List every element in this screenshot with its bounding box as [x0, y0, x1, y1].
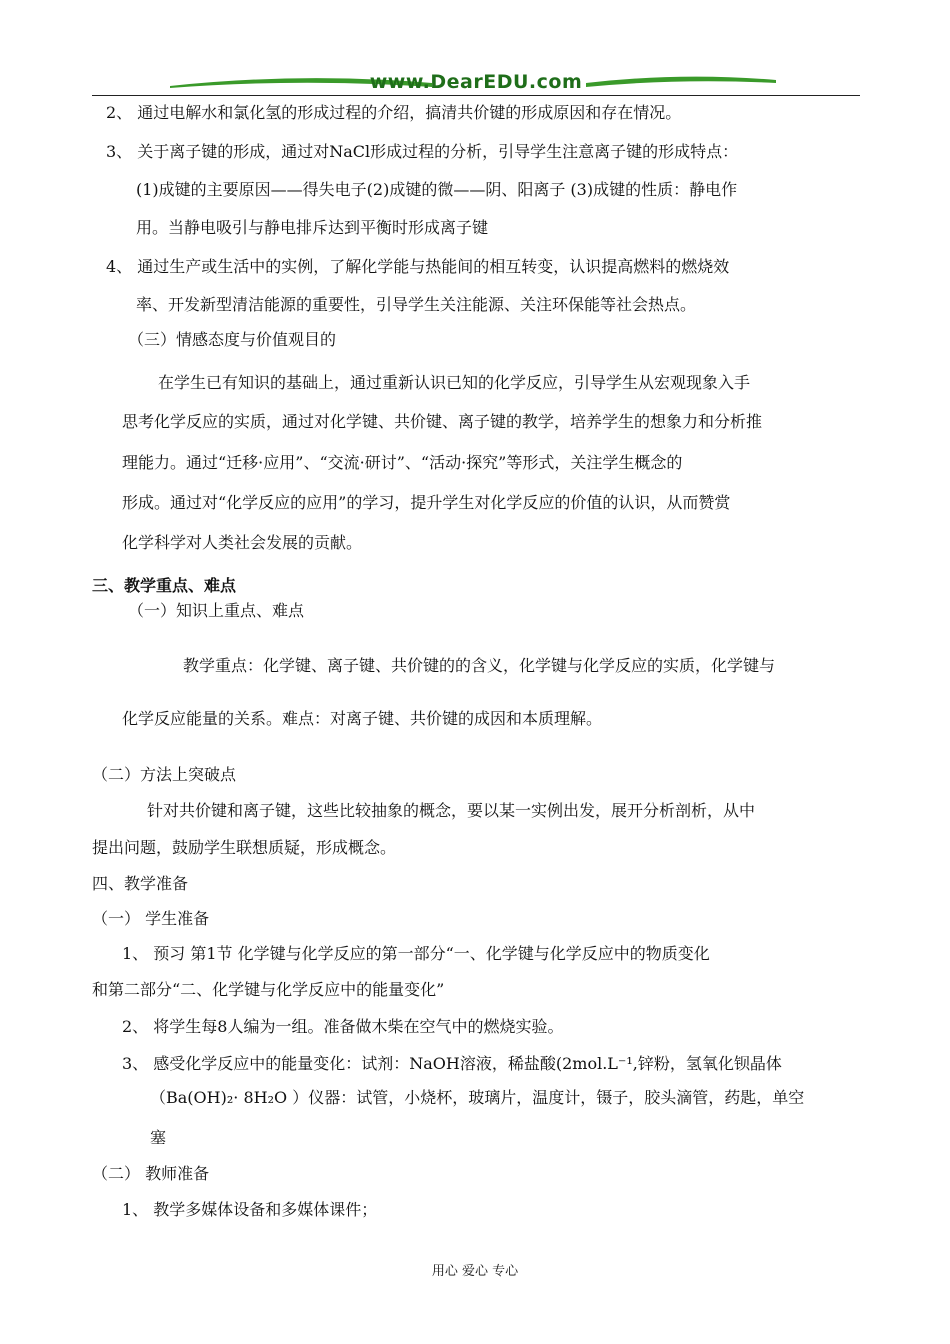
text-line: 3、 关于离子键的形成，通过对NaCl形成过程的分析，引导学生注意离子键的形成特点： — [106, 142, 739, 161]
header-rule — [92, 95, 860, 96]
header-swoosh-right-icon — [586, 74, 776, 90]
text-line: 率、开发新型清洁能源的重要性，引导学生关注能源、关注环保能等社会热点。 — [136, 295, 697, 314]
text-line: 针对共价键和离子键，这些比较抽象的概念，要以某一实例出发，展开分析剖析，从中 — [147, 801, 756, 820]
text-line: 化学科学对人类社会发展的贡献。 — [122, 533, 363, 552]
text-line: 2、 将学生每8人编为一组。准备做木柴在空气中的燃烧实验。 — [122, 1017, 564, 1036]
text-line: 塞 — [150, 1128, 167, 1147]
text-line: 教学重点：化学键、离子键、共价键的的含义，化学键与化学反应的实质，化学键与 — [183, 656, 776, 675]
text-line: 在学生已有知识的基础上，通过重新认识已知的化学反应，引导学生从宏观现象入手 — [158, 373, 751, 392]
page-header — [92, 70, 860, 98]
text-line: 2、 通过电解水和氯化氢的形成过程的介绍，搞清共价键的形成原因和存在情况。 — [106, 103, 682, 122]
text-line: 化学反应能量的关系。难点：对离子键、共价键的成因和本质理解。 — [122, 709, 603, 728]
section-heading: （二） 教师准备 — [92, 1164, 210, 1183]
page-footer: 用心 爱心 专心 — [431, 1264, 519, 1279]
text-line: 3、 感受化学反应中的能量变化：试剂：NaOH溶液，稀盐酸(2mol.L⁻¹,锌粉，氢氧化钡晶体 — [122, 1054, 782, 1073]
text-line: 理能力。通过“迁移·应用”、“交流·研讨”、“活动·探究”等形式，关注学生概念的 — [122, 453, 683, 472]
text-line: 1、 教学多媒体设备和多媒体课件； — [122, 1200, 378, 1219]
text-line: （Ba(OH)₂· 8H₂O ）仪器：试管，小烧杯，玻璃片，温度计，镊子，胶头滴管，药匙，单空 — [150, 1088, 805, 1107]
text-line: 和第二部分“二、化学键与化学反应中的能量变化” — [92, 980, 445, 999]
section-heading: （一）知识上重点、难点 — [128, 601, 305, 620]
text-line: 提出问题，鼓励学生联想质疑，形成概念。 — [92, 838, 397, 857]
text-line: (1)成键的主要原因——得失电子(2)成键的微——阴、阳离子 (3)成键的性质：静电作 — [136, 180, 738, 199]
section-heading: （三）情感态度与价值观目的 — [128, 330, 337, 349]
section-heading: （一） 学生准备 — [92, 909, 210, 928]
text-line: 1、 预习 第1节 化学键与化学反应的第一部分“一、化学键与化学反应中的物质变化 — [122, 944, 710, 963]
text-line: 思考化学反应的实质，通过对化学键、共价键、离子键的教学，培养学生的想象力和分析推 — [122, 412, 763, 431]
section-title: 四、教学准备 — [92, 874, 189, 893]
text-line: 形成。通过对“化学反应的应用”的学习，提升学生对化学反应的价值的认识，从而赞赏 — [122, 493, 731, 512]
section-title: 三、教学重点、难点 — [92, 576, 237, 595]
text-line: 4、 通过生产或生活中的实例，了解化学能与热能间的相互转变，认识提高燃料的燃烧效 — [106, 257, 730, 276]
text-line: 用。当静电吸引与静电排斥达到平衡时形成离子键 — [136, 218, 489, 237]
header-logo: www.DearEDU.com — [369, 71, 583, 93]
section-heading: （二）方法上突破点 — [92, 765, 237, 784]
